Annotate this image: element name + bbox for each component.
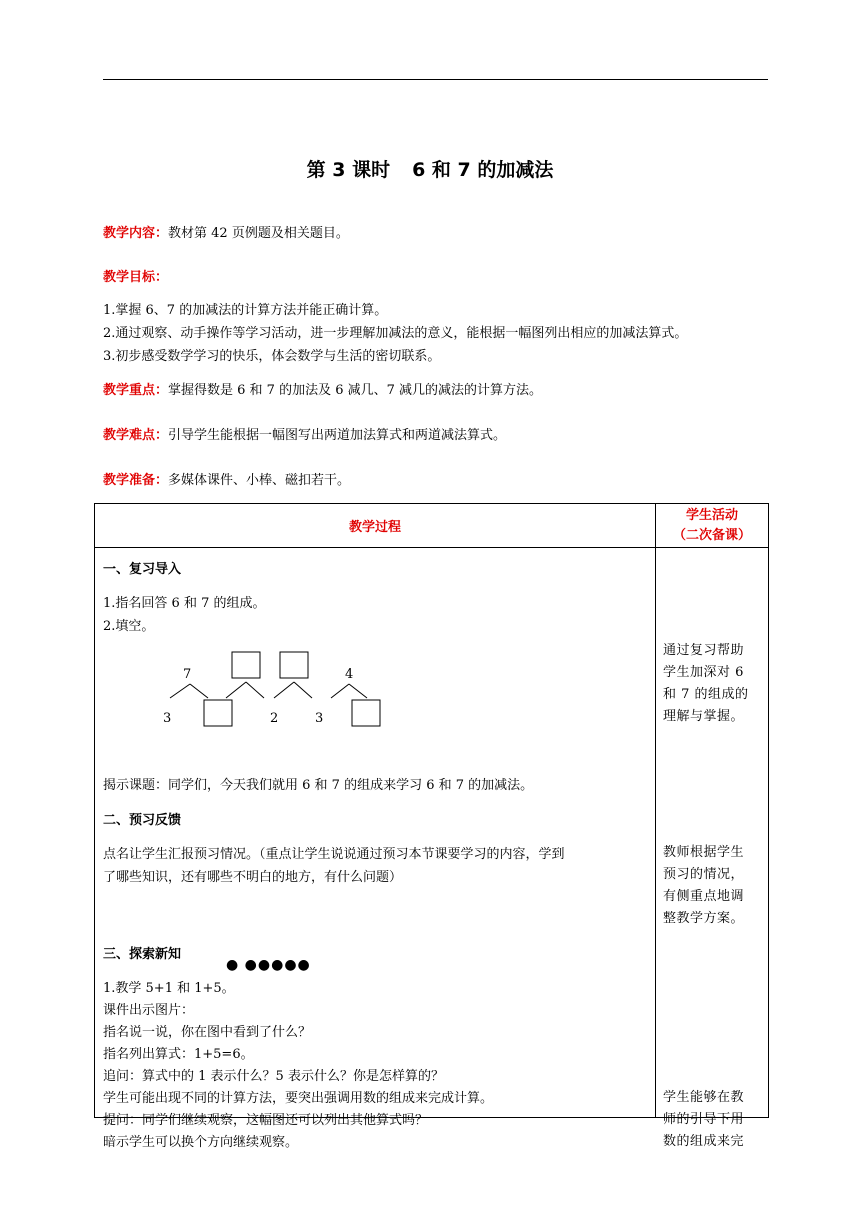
- section-1-reveal: 揭示课题：同学们，今天我们就用 6 和 7 的组成来学习 6 和 7 的加减法。: [103, 778, 534, 793]
- teaching-content-label: 教学内容：: [103, 226, 169, 241]
- teaching-goals-label: 教学目标：: [103, 270, 169, 285]
- section-2-line-2: 了哪些知识，还有哪些不明白的地方，有什么问题）: [103, 870, 403, 885]
- section-1-line-2: 2.填空。: [103, 619, 155, 634]
- number-composition-diagram: [160, 648, 400, 730]
- section-2-line-1: 点名让学生汇报预习情况。（重点让学生说说通过预习本节课要学习的内容，学到: [103, 847, 565, 862]
- diagram-a-left-number: 3: [163, 711, 172, 726]
- diagram-b-left-branch: [226, 682, 246, 698]
- preparation-text: 多媒体课件、小棒、磁扣若干。: [168, 473, 351, 488]
- section-1-line-1: 1.指名回答 6 和 7 的组成。: [103, 596, 266, 611]
- diagram-c-right-branch: [294, 682, 312, 698]
- section-3-line-8: 暗示学生可以换个方向继续观察。: [103, 1135, 299, 1150]
- diagram-a-answer-box: [204, 700, 232, 726]
- difficulties-text: 引导学生能根据一幅图写出两道加法算式和两道减法算式。: [168, 428, 507, 443]
- section-3-line-4: 指名列出算式：1+5=6。: [103, 1047, 254, 1062]
- activity-cell: [656, 548, 769, 1149]
- key-points-text: 掌握得数是 6 和 7 的加法及 6 减几、7 减几的减法的计算方法。: [168, 383, 543, 398]
- header-activity-line1: 学生活动: [685, 507, 738, 523]
- diagram-c-top-box: [280, 652, 308, 678]
- section-3-title: 三、探索新知: [103, 947, 182, 962]
- section-3-line-2: 课件出示图片：: [103, 1003, 195, 1018]
- process-cell: [95, 548, 656, 1150]
- header-activity-line2: （二次备课）: [672, 527, 751, 543]
- goal-item-3: 3.初步感受数学学习的快乐，体会数学与生活的密切联系。: [103, 349, 441, 364]
- preparation: [103, 472, 350, 490]
- diagram-a-right-branch: [190, 684, 208, 698]
- lesson-table: [94, 503, 769, 1150]
- activity-note-3: 学生能够在教 师的引导下用 数的组成来完: [663, 1090, 745, 1149]
- table-header-row: [95, 504, 769, 548]
- diagram-b-right-branch: [246, 682, 264, 698]
- title-lesson-number: 第 3 课时: [306, 159, 391, 181]
- section-3-line-5: 追问：算式中的 1 表示什么？5 表示什么？你是怎样算的？: [103, 1069, 444, 1084]
- diagram-a-top-number: 7: [183, 667, 192, 682]
- section-3-line-3: 指名说一说，你在图中看到了什么？: [103, 1025, 312, 1040]
- header-rule: [103, 79, 768, 80]
- diagram-d-answer-box: [352, 700, 380, 726]
- section-3-line-1: 1.教学 5+1 和 1+5。: [103, 981, 235, 996]
- dot-picture: ● ●●●●●: [226, 957, 311, 973]
- section-3-line-7: 提问：同学们继续观察，这幅图还可以列出其他算式吗？: [103, 1113, 429, 1128]
- key-points-label: 教学重点：: [103, 383, 169, 398]
- diagram-c-left-branch: [274, 682, 294, 698]
- section-1-title: 一、复习导入: [103, 562, 182, 577]
- diagram-c-number: 3: [315, 711, 324, 726]
- difficulties: [103, 427, 506, 445]
- diagram-d-left-branch: [331, 684, 349, 698]
- header-process: 教学过程: [95, 504, 656, 548]
- header-activity: [656, 504, 769, 548]
- section-2-title: 二、预习反馈: [103, 813, 182, 828]
- title-topic: 6 和 7 的加减法: [412, 159, 554, 181]
- teaching-content-text: 教材第 42 页例题及相关题目。: [168, 226, 349, 241]
- activity-note-2: 教师根据学生 预习的情况， 有侧重点地调 整教学方案。: [663, 845, 745, 926]
- goal-item-2: 2.通过观察、动手操作等学习活动，进一步理解加减法的意义，能根据一幅图列出相应的加减法算式。: [103, 326, 688, 341]
- preparation-label: 教学准备：: [103, 473, 169, 488]
- section-3-line-6: 学生可能出现不同的计算方法，要突出强调用数的组成来完成计算。: [103, 1091, 494, 1106]
- page-title: [0, 155, 860, 182]
- teaching-content: [103, 225, 349, 243]
- table-body-row: [95, 548, 769, 1118]
- diagram-b-right-number: 2: [270, 711, 279, 726]
- difficulties-label: 教学难点：: [103, 428, 169, 443]
- diagram-a-left-branch: [170, 684, 190, 698]
- activity-note-1: 通过复习帮助 学生加深对 6 和 7 的组成的 理解与掌握。: [663, 643, 749, 724]
- goal-item-1: 1.掌握 6、7 的加减法的计算方法并能正确计算。: [103, 303, 388, 318]
- diagram-d-top-number: 4: [345, 667, 354, 682]
- diagram-d-right-branch: [349, 684, 367, 698]
- diagram-b-top-box: [232, 652, 260, 678]
- key-points: [103, 382, 542, 400]
